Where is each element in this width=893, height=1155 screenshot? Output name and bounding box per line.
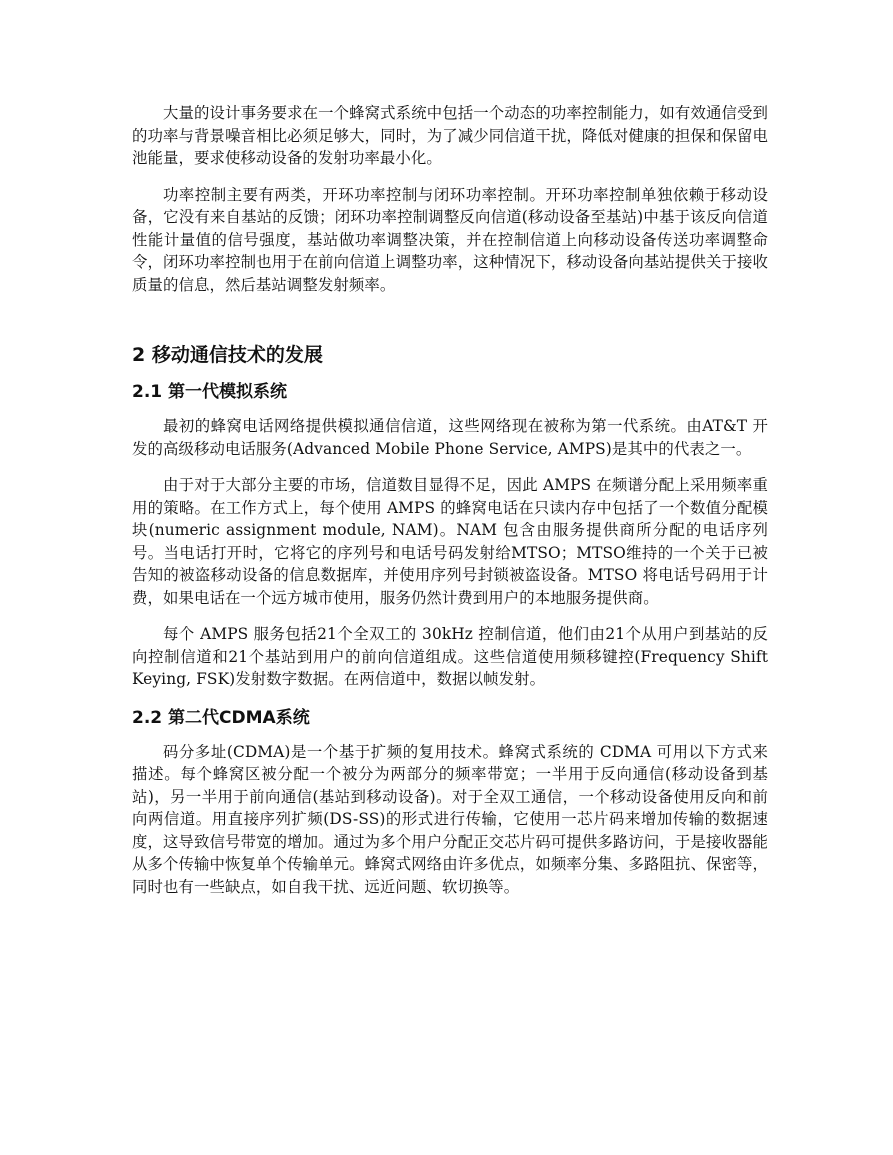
document-body — [132, 102, 768, 912]
paragraph-amps-channels: 每个 AMPS 服务包括21个全双工的 30kHz 控制信道，他们由21个从用户到基站的反向控制信道和21个基站到用户的前向信道组成。这些信道使用频移键控(Frequency Shift Keying, FSK)发射数字数据。在两信道中，数据以帧发射。 — [132, 625, 768, 688]
paragraph-cdma: 码分多址(CDMA)是一个基于扩频的复用技术。蜂窝式系统的 CDMA 可用以下方式来描述。每个蜂窝区被分配一个被分为两部分的频率带宽；一半用于反向通信(移动设备到基站)，另一半用于前向通信(基站到移动设备)。对于全双工通信，一个移动设备使用反向和前向两信道。用直接序列扩频(DS-SS)的形式进行传输，它使用一芯片码来增加传输的数据速度，这导致信号带宽的增加。通过为多个用户分配正交芯片码可提供多路访问，于是接收器能从多个传输中恢复单个传输单元。蜂窝式网络由许多优点，如频率分集、多路阻抗、保密等，同时也有一些缺点，如自我干扰、远近问题、软切换等。 — [132, 742, 768, 896]
section-heading-2: 2 移动通信技术的发展 — [132, 344, 323, 366]
paragraph-power-control-types: 功率控制主要有两类，开环功率控制与闭环功率控制。开环功率控制单独依赖于移动设备，它没有来自基站的反馈；闭环功率控制调整反向信道(移动设备至基站)中基于该反向信道性能计量值的信号强度，基站做功率调整决策，并在控制信道上向移动设备传送功率调整命令，闭环功率控制也用于在前向信道上调整功率，这种情况下，移动设备向基站提供关于接收质量的信息，然后基站调整发射频率。 — [132, 185, 768, 294]
paragraph-first-gen-intro: 最初的蜂窝电话网络提供模拟通信信道，这些网络现在被称为第一代系统。由AT&T 开发的高级移动电话服务(Advanced Mobile Phone Service, AMPS)是其中的代表之一。 — [132, 417, 768, 458]
paragraph-amps-frequency-reuse: 由于对于大部分主要的市场，信道数目显得不足，因此 AMPS 在频谱分配上采用频率重用的策略。在工作方式上，每个使用 AMPS 的蜂窝电话在只读内存中包括了一个数值分配模块(numeric assignment module, NAM)。NAM 包含由服务提供商所分配的电话序列号。当电话打开时，它将它的序列号和电话号码发射给MTSO；MTSO维持的一个关于已被告知的被盗移动设备的信息数据库，并使用序列号封锁被盗设备。MTSO 将电话号码用于计费，如果电话在一个远方城市使用，服务仍然计费到用户的本地服务提供商。 — [132, 476, 768, 607]
subsection-heading-2-1: 2.1 第一代模拟系统 — [132, 382, 288, 402]
subsection-heading-2-2: 2.2 第二代CDMA系统 — [132, 707, 310, 728]
paragraph-power-control-intro: 大量的设计事务要求在一个蜂窝式系统中包括一个动态的功率控制能力，如有效通信受到的功率与背景噪音相比必须足够大，同时，为了减少同信道干扰，降低对健康的担保和保留电池能量，要求使移动设备的发射功率最小化。 — [132, 104, 768, 167]
